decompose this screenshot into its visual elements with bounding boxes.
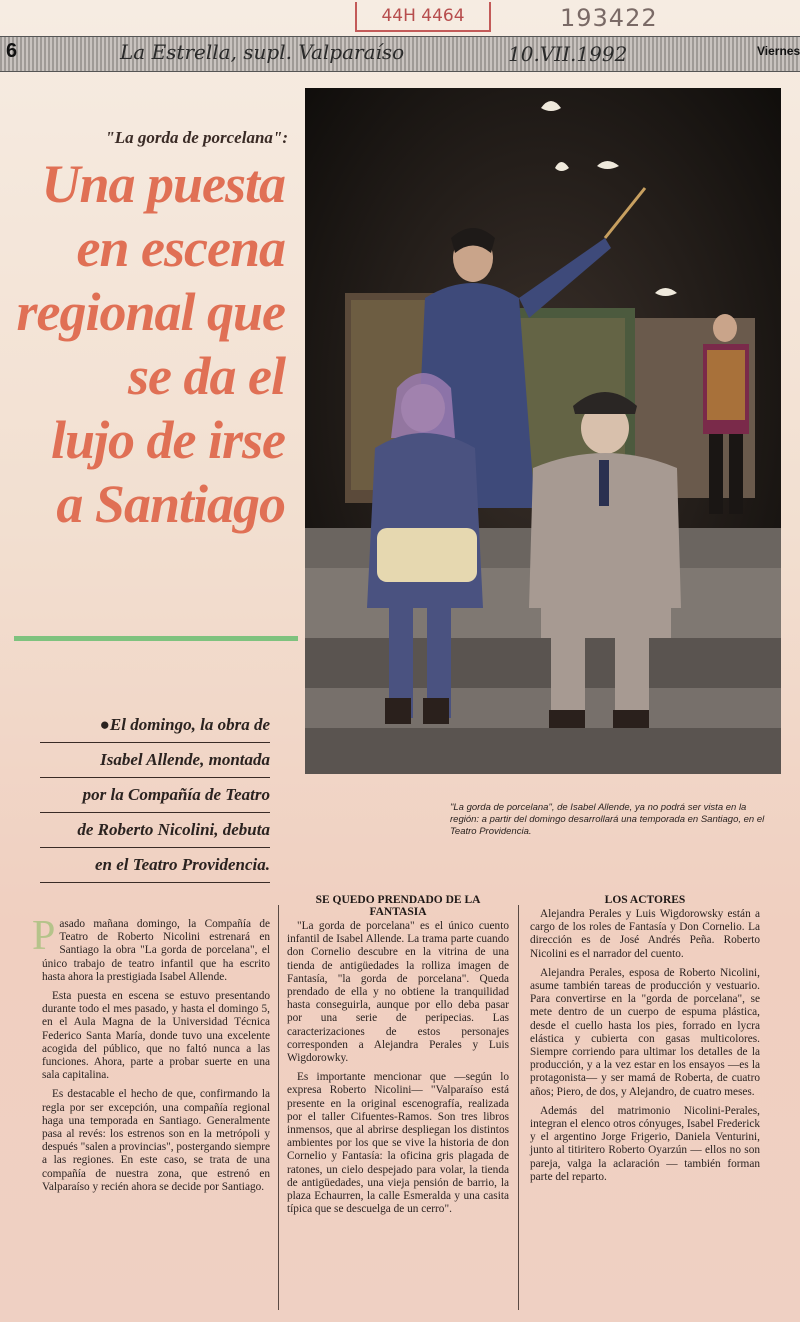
deck-line: en el Teatro Providencia. — [40, 848, 270, 883]
headline — [0, 152, 285, 536]
headline-line: regional que — [16, 282, 285, 342]
handwritten-source: La Estrella, supl. Valparaíso — [120, 40, 405, 64]
deck-line: Isabel Allende, montada — [40, 743, 270, 778]
body-paragraph: Alejandra Perales y Luis Wigdorowsky están a cargo de los roles de Fantasía y Don Cornelio. La dirección es de José Andrés Peña. Roberto Nicolini es el narrador del cuento. — [530, 908, 760, 960]
handwritten-date: 10.VII.1992 — [508, 42, 628, 66]
green-divider — [14, 636, 298, 641]
drop-cap: P — [32, 913, 56, 959]
body-paragraph: Es importante mencionar que —según lo expresa Roberto Nicolini— "Valparaíso está presente en la original escenografía, realizada por el taller Cifuentes-Ramos. Son tres libros inmensos, que al abrirse despliegan los distintos ambientes por los que se vive la historia de don Cornelio y Fantasía: la oficina gris plagada de ratones, un cielo despejado para volar, la tienda de antigüedades, una vieja pensión de barrio, la plaza Echaurren, la calle Esmeralda y una casita típica que se descuelga de un cerro". — [287, 1071, 509, 1216]
headline-kicker: "La gorda de porcelana": — [105, 128, 288, 147]
body-column-3 — [530, 894, 760, 1190]
headline-line: se da el — [128, 346, 285, 406]
body-paragraph: Alejandra Perales, esposa de Roberto Nicolini, asume también tareas de producción y vestuario. Para convertirse en la "gorda de porcelana", se mete dentro de un cuerpo de espuma plástica, desde el cuello hasta los pies, forrado en lycra elástica y cubierta con gasas multicolores. Siempre corriendo para ultimar los detalles de la producción, y a la vez estar en los ensayos —es la protagonista— y ser mamá de Roberta, de cuatro años; Piero, de dos, y Alejandro, de cuatro meses. — [530, 966, 760, 1098]
body-paragraph: Es destacable el hecho de que, confirmando la regla por ser excepción, una compañía regional haga una temporada en Santiago. Generalmente pasa al revés: los estrenos son en la metrópoli y después "salen a provincias", postergando siempre a las regiones. En este caso, se trata de una compañía de nuestra zona, que estrenó en Valparaíso y recién ahora se decide por Santiago. — [42, 1088, 270, 1193]
section-heading: LOS ACTORES — [604, 894, 686, 906]
body-paragraph: asado mañana domingo, la Compañía de Teatro de Roberto Nicolini estrenará en Santiago la obra "La gorda de porcelana", el único trabajo de teatro infantil que ha escrito hasta ahora la prestigiada Isabel Allende. — [42, 918, 270, 983]
archive-number: 193422 — [560, 4, 658, 32]
body-column-1 — [32, 913, 270, 1200]
stage-photo-illustration — [305, 88, 781, 774]
column-rule — [518, 905, 519, 1310]
body-column-2 — [287, 894, 509, 1222]
stage-photo — [305, 88, 781, 774]
headline-line: lujo de irse — [50, 410, 285, 470]
article-deck — [40, 708, 270, 883]
photo-caption: "La gorda de porcelana", de Isabel Allende, ya no podrá ser vista en la región: a partir del domingo desarrollará una temporada en Santiago, en el Teatro Providencia. — [450, 802, 765, 837]
archive-box-id: 44H 4464 — [355, 2, 491, 32]
deck-line: por la Compañía de Teatro — [40, 778, 270, 813]
weekday-label: Viernes — [757, 44, 800, 58]
body-paragraph: "La gorda de porcelana" es el único cuento infantil de Isabel Allende. La trama parte cuando don Cornelio descubre en la vitrina de una tienda de antigüedades la rolliza imagen de Fantasía, "la gorda de porcelana". Queda prendado de ella y no obtiene la tranquilidad hasta conseguirla, aunque por ello deba pasar por una serie de peripecias. Las caracterizaciones de estos personajes corresponden a Alejandra Perales y Luis Wigdorowky. — [287, 920, 509, 1065]
headline-line: Una puesta — [41, 154, 285, 214]
column-rule — [278, 905, 279, 1310]
section-heading: SE QUEDO PRENDADO DE LA FANTASIA — [315, 894, 481, 918]
page-number: 6 — [6, 40, 18, 62]
body-paragraph: Además del matrimonio Nicolini-Perales, integran el elenco otros cónyuges, Isabel Frederick y el argentino Jorge Frigerio, Daniela Venturini, junto al titiritero Roberto Oyarzún — ellos no son pareja, valga la aclaración — también forman parte del reparto. — [530, 1104, 760, 1183]
headline-line: a Santiago — [56, 474, 285, 534]
deck-line: de Roberto Nicolini, debuta — [40, 813, 270, 848]
body-paragraph: Esta puesta en escena se estuvo presentando durante todo el mes pasado, y hasta el domingo 5, en el Aula Magna de la Universidad Técnica Federico Santa María, donde tuvo una excelente acogida del público, que no faltó nunca a las funciones. Ahora, parte a probar suerte en una sala capitalina. — [42, 990, 270, 1082]
headline-line: en escena — [76, 218, 285, 278]
deck-line: ●El domingo, la obra de — [40, 708, 270, 743]
